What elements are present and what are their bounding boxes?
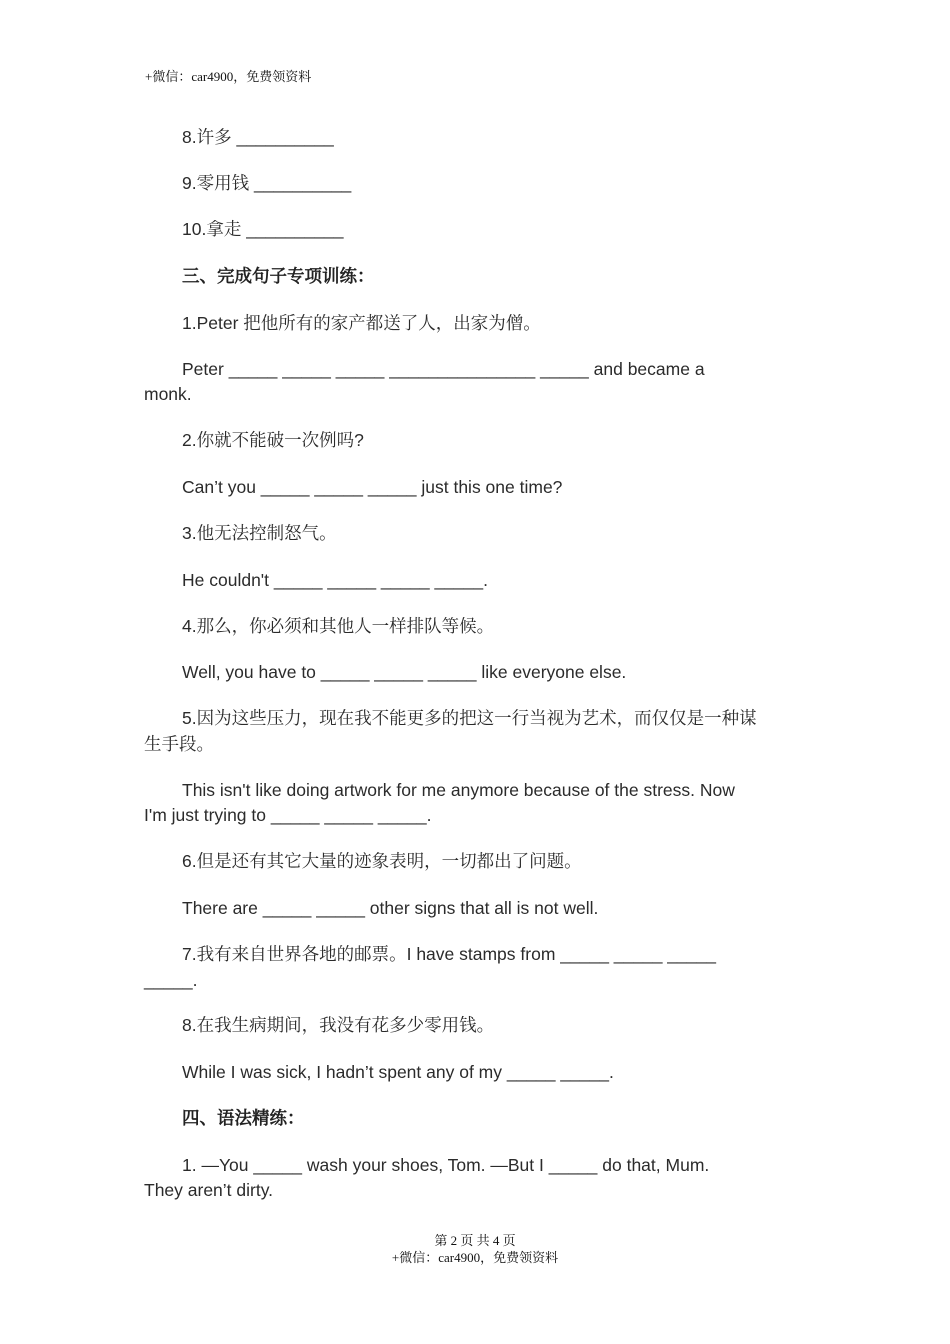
q8-chinese: 8.在我生病期间，我没有花多少零用钱。 bbox=[182, 1015, 495, 1035]
vocab-item-8: 8.许多 __________ bbox=[182, 127, 334, 147]
grammar-q1: 1. —You _____ wash your shoes, Tom. —But I _____ do that, Mum. bbox=[182, 1155, 710, 1175]
q6-chinese: 6.但是还有其它大量的迹象表明，一切都出了问题。 bbox=[182, 851, 582, 871]
q5-chinese-cont: 生手段。 bbox=[144, 734, 214, 754]
q5-english: This isn't like doing artwork for me anymore because of the stress. Now bbox=[182, 780, 735, 800]
header-watermark: +微信：car4900，免费领资料 bbox=[145, 69, 312, 84]
vocab-item-10: 10.拿走 __________ bbox=[182, 219, 344, 239]
q5-english-cont: I'm just trying to _____ _____ _____. bbox=[144, 805, 432, 825]
q3-english: He couldn't _____ _____ _____ _____. bbox=[182, 570, 488, 590]
q2-chinese: 2.你就不能破一次例吗? bbox=[182, 430, 364, 450]
q5-chinese: 5.因为这些压力，现在我不能更多的把这一行当视为艺术，而仅仅是一种谋 bbox=[182, 708, 757, 728]
q3-chinese: 3.他无法控制怒气。 bbox=[182, 523, 337, 543]
footer-watermark: +微信：car4900，免费领资料 bbox=[391, 1250, 559, 1265]
q1-english: Peter _____ _____ _____ _______________ _____ and became a bbox=[182, 359, 705, 379]
q2-english: Can’t you _____ _____ _____ just this one time? bbox=[182, 477, 563, 497]
q4-chinese: 4.那么，你必须和其他人一样排队等候。 bbox=[182, 616, 495, 636]
section-4-title: 四、语法精练： bbox=[182, 1108, 305, 1128]
vocab-item-9: 9.零用钱 __________ bbox=[182, 173, 352, 193]
q1-english-cont: monk. bbox=[144, 384, 192, 404]
section-3-title: 三、完成句子专项训练： bbox=[182, 266, 375, 286]
grammar-q1-cont: They aren’t dirty. bbox=[144, 1180, 274, 1200]
q4-english: Well, you have to _____ _____ _____ like everyone else. bbox=[182, 662, 627, 682]
q1-chinese: 1.Peter 把他所有的家产都送了人，出家为僧。 bbox=[182, 313, 541, 333]
page-number: 第 2 页 共 4 页 bbox=[434, 1233, 516, 1248]
q7-line-cont: _____. bbox=[144, 970, 198, 990]
q6-english: There are _____ _____ other signs that all is not well. bbox=[182, 898, 599, 918]
q8-english: While I was sick, I hadn’t spent any of my _____ _____. bbox=[182, 1062, 614, 1082]
q7-line: 7.我有来自世界各地的邮票。I have stamps from _____ _____ _____ bbox=[182, 944, 716, 964]
